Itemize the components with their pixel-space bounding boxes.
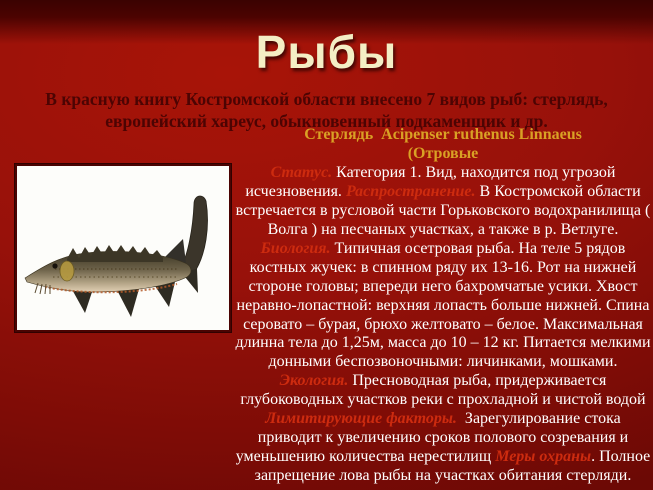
section-keyword: Лимитирующие факторы. bbox=[265, 410, 457, 428]
fish-gill-patch bbox=[60, 261, 74, 281]
fish-eye bbox=[52, 263, 57, 268]
section-keyword: Статус. bbox=[270, 163, 333, 181]
species-article bbox=[234, 126, 652, 486]
slide-title: Рыбы bbox=[255, 26, 398, 78]
section-keyword: Биология. bbox=[260, 239, 331, 257]
section-keyword: Экология. bbox=[279, 372, 349, 390]
section-text: Пресноводная рыба, придерживается глубоководных участков реки с прохладной и чистой водой bbox=[240, 372, 646, 409]
section-text: Типичная осетровая рыба. На теле 5 рядов костных жучек: в спинном ряду их 13-16. Рот на нижней стороне головы; впереди него бахромчатые усики. Хвост неравно-лопастной: верхняя лопасть больше нижней. Спина серовато – бурая, брюхо желтовато – белое. Максимальная длинна тела до 1,25м, масса до 10 – 12 кг. Питается мелкими донными беспозвоночными: личинками, мошками. bbox=[235, 239, 651, 371]
section-text: . Полное запрещение лова рыбы на участках обитания стерляди. bbox=[254, 448, 651, 485]
section-keyword: Распространение. bbox=[345, 182, 476, 200]
section-text: В Костромской области встречается в русловой части Горьковского водохранилища ( Волга ) на песчаных участках, а также в р. Ветлуге. bbox=[235, 182, 651, 238]
section-keyword: Меры охраны bbox=[495, 448, 592, 466]
sturgeon-illustration bbox=[17, 166, 229, 330]
species-family: (Отровые bbox=[407, 144, 479, 162]
section-text: Категория 1. Вид, находится под угрозой исчезновения. bbox=[245, 163, 616, 200]
fish-photo-frame bbox=[15, 164, 231, 332]
species-name-latin: Стерлядь Acipenser ruthenus Linnaeus bbox=[304, 126, 582, 143]
slide-subtitle: В красную книгу Костромской области внесено 7 видов рыб: стерлядь, европейский хареус, обыкновенный подкаменщик и др. bbox=[45, 89, 608, 132]
section-text: Зарегулирование стока приводит к увеличению сроков полового созревания и уменьшению количества нерестилищ bbox=[235, 410, 629, 466]
